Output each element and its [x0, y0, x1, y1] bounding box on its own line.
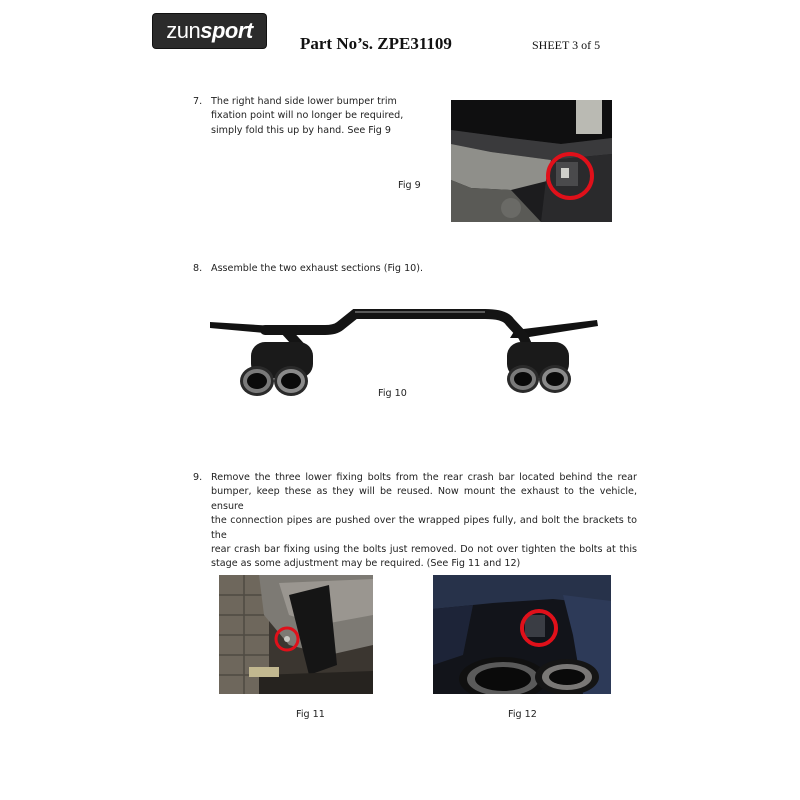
fig-12-caption: Fig 12: [508, 709, 537, 720]
part-number-title: Part No’s. ZPE31109: [300, 34, 452, 53]
fig-10-caption: Fig 10: [378, 388, 407, 399]
step-7-line: fixation point will no longer be required,: [211, 110, 404, 122]
step-9-text: [211, 471, 637, 572]
step-9-line: the connection pipes are pushed over the wrapped pipes fully, and bolt the brackets to the: [211, 515, 637, 541]
fig-12-photo: [433, 575, 611, 694]
logo-text-bold: sport: [200, 18, 253, 43]
step-9-line: bumper, keep these as they will be reused. Now mount the exhaust to the vehicle, ensure: [211, 486, 637, 512]
step-7-line: The right hand side lower bumper trim: [211, 96, 397, 107]
step-9-line: rear crash bar fixing using the bolts just removed. Do not over tighten the bolts at this: [211, 544, 637, 556]
zunsport-logo: [153, 14, 266, 48]
step-9-line: Remove the three lower fixing bolts from the rear crash bar located behind the rear: [211, 472, 637, 483]
step-8-text: Assemble the two exhaust sections (Fig 10).: [211, 263, 424, 274]
logo-text: [153, 14, 266, 48]
step-9-line: stage as some adjustment may be required. (See Fig 11 and 12): [211, 558, 521, 570]
fig-9-caption: Fig 9: [398, 180, 421, 191]
fig-10-photo: [205, 308, 605, 400]
step-8-number: 8.: [193, 263, 203, 274]
step-7-number: 7.: [193, 96, 203, 107]
step-7-text: [211, 95, 426, 138]
step-7-line: simply fold this up by hand. See Fig 9: [211, 124, 392, 136]
step-9-number: 9.: [193, 472, 203, 483]
logo-text-regular: zun: [166, 18, 201, 43]
sheet-number: SHEET 3 of 5: [532, 38, 601, 52]
fig-11-caption: Fig 11: [296, 709, 325, 720]
fig-11-photo: [219, 575, 373, 694]
fig-9-photo: [451, 100, 612, 222]
